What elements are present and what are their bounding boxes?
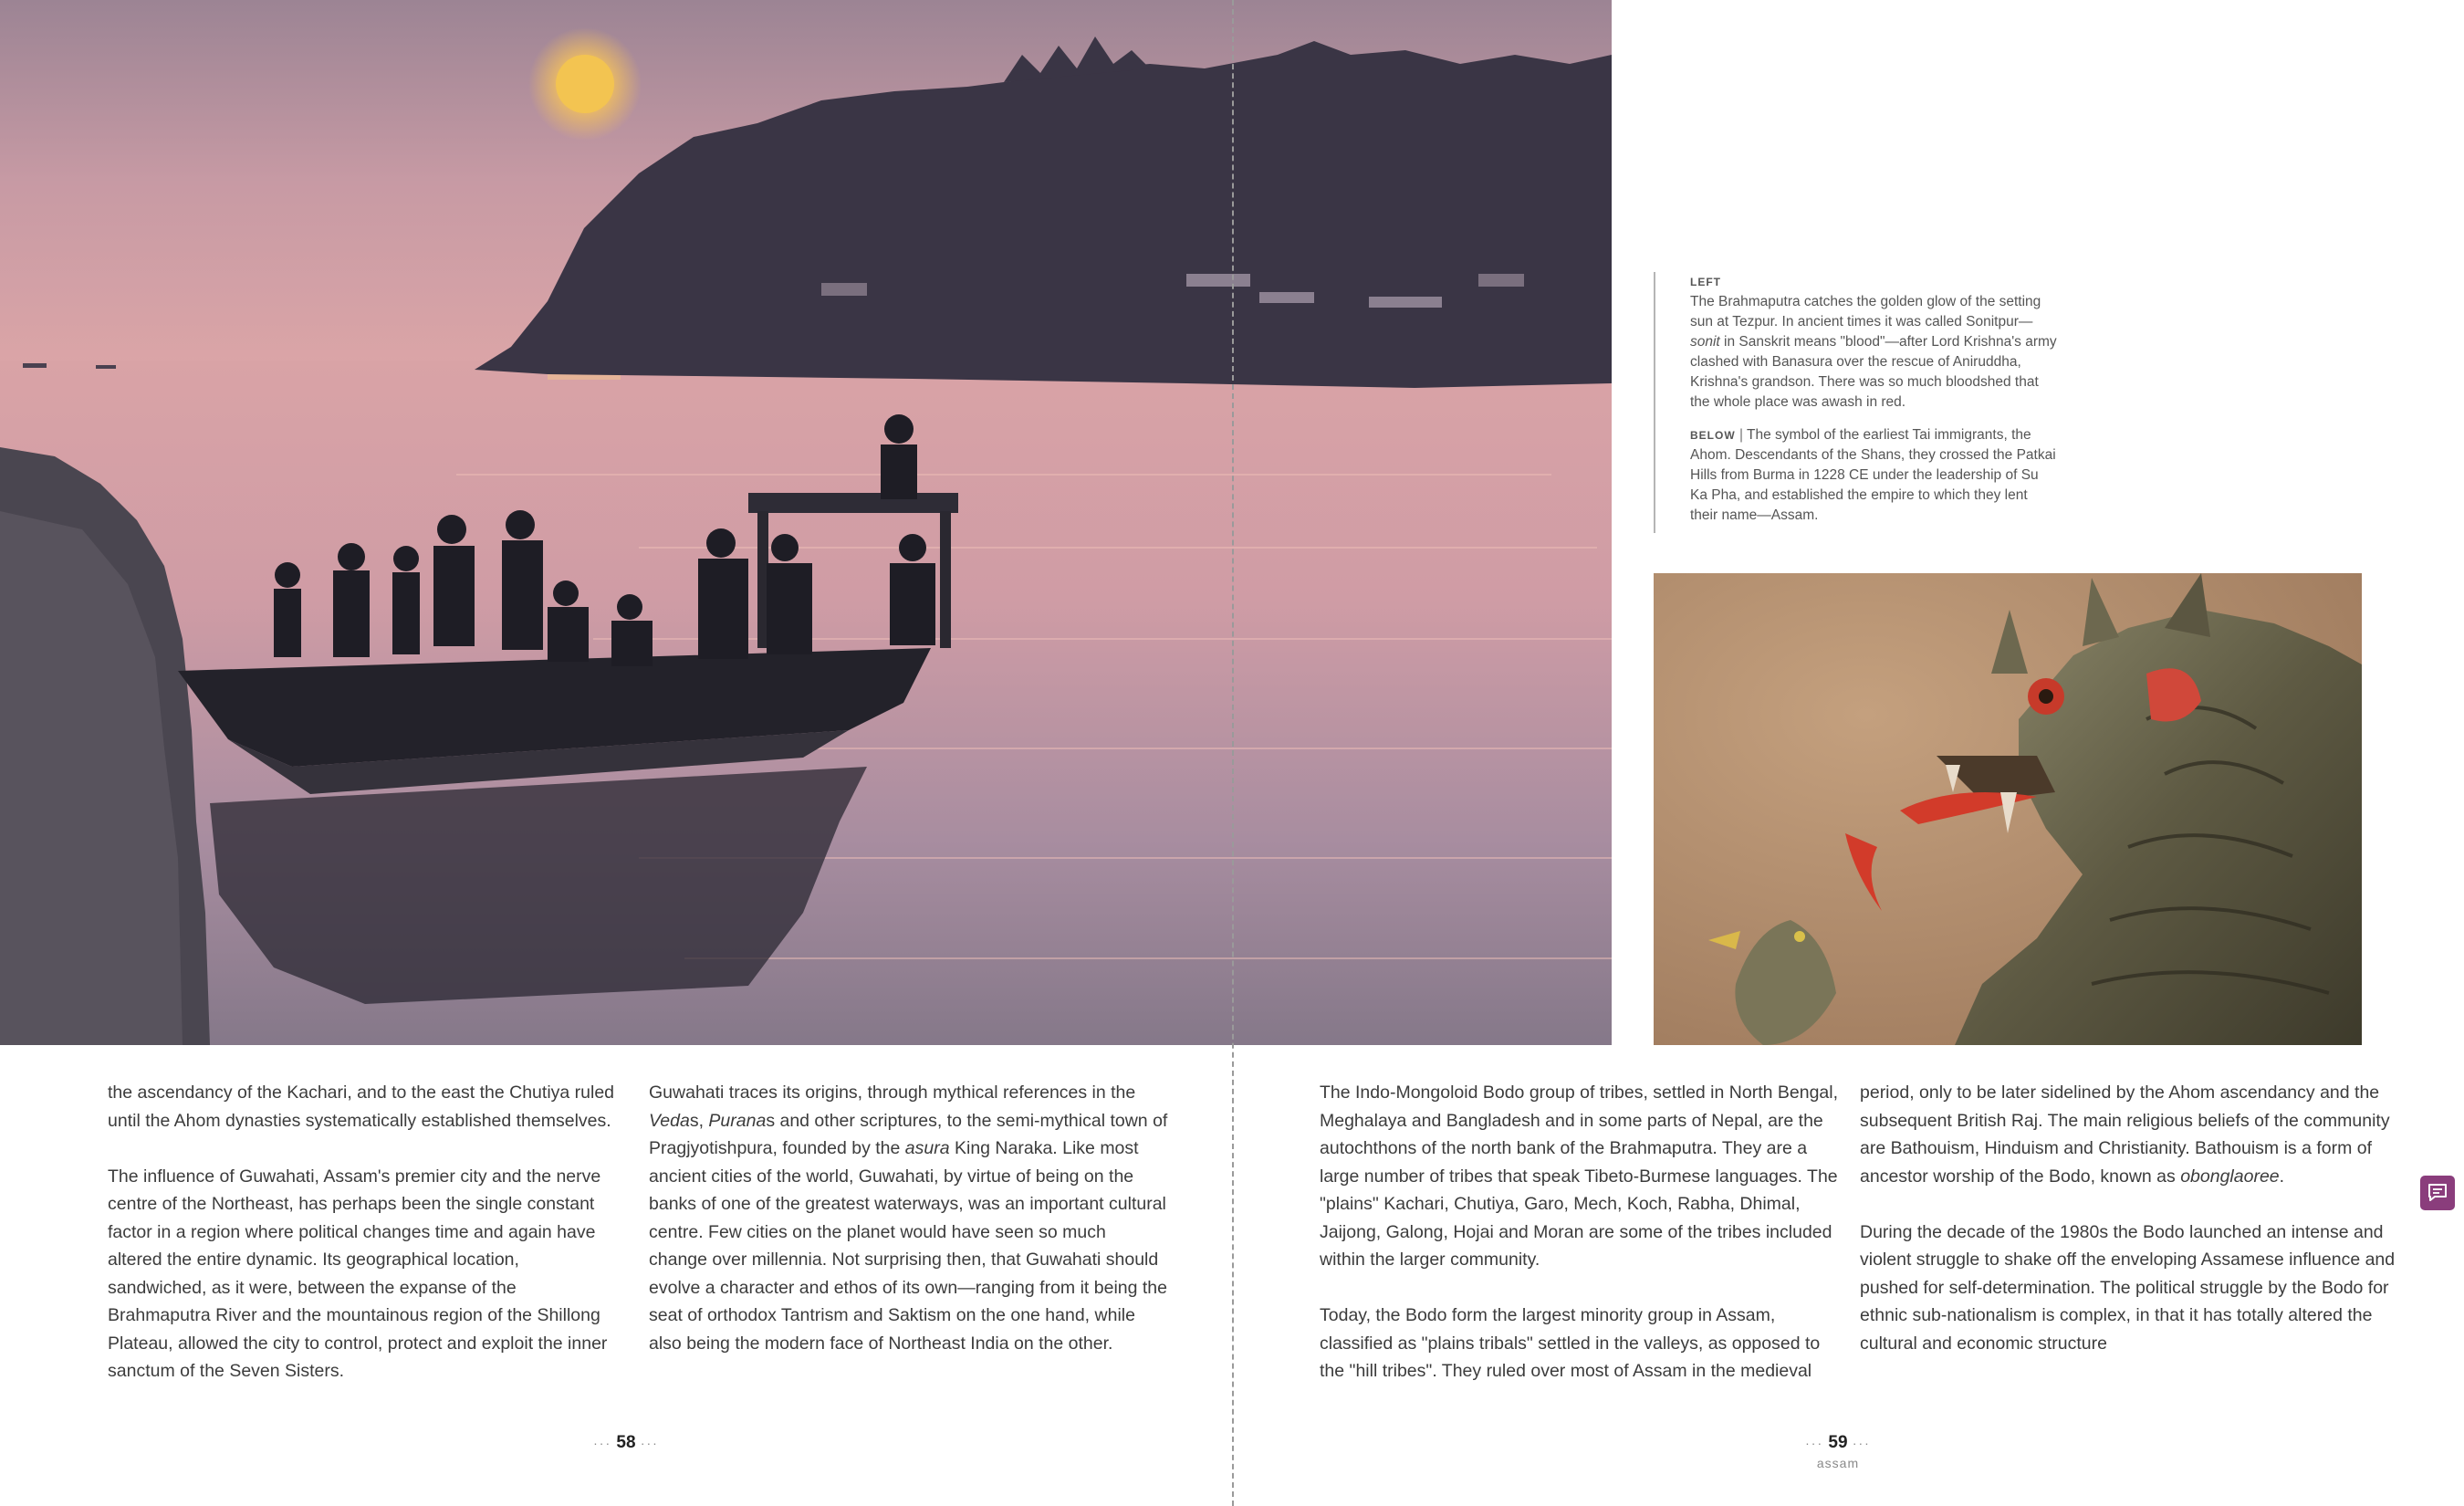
body-column-3 — [1320, 1079, 1849, 1413]
caption-below-heading: BELOW — [1690, 429, 1736, 442]
paragraph: Today, the Bodo form the largest minority group in Assam, classified as "plains tribals" settled in the valleys, as opposed to the "hill tribes". They ruled over most of Assam in the medieval — [1320, 1305, 1821, 1381]
running-foot: assam — [1816, 1456, 1860, 1470]
body-column-2 — [649, 1079, 1169, 1386]
paragraph: The influence of Guwahati, Assam's premier city and the nerve centre of the Northeast, has perhaps been the single constant factor in a region where political changes time and again have altered the entire dynamic. Its geographical location, sandwiched, as it were, between the expanse of the Brahmaputra River and the mountainous region of the Shillong Plateau, allowed the city to control, protect and exploit the inner sanctum of the Seven Sisters. — [108, 1166, 608, 1381]
comment-icon — [2427, 1182, 2448, 1204]
sunset-photo-art — [0, 0, 1612, 1045]
caption-left-text: The Brahmaputra catches the golden glow of the setting sun at Tezpur. In ancient times it was called Sonitpur—sonit in Sanskrit means "blood"—after Lord Krishna's army clashed with Banasura over the rescue of Aniruddha, Krishna's grandson. There was so much bloodshed that the whole place was awash in red. — [1690, 294, 2057, 410]
paragraph: Guwahati traces its origins, through mythical references in the Vedas, Puranas and other scriptures, to the semi-mythical town of Pragjyotishpura, founded by the asura King Naraka. Like most ancient cities of the world, Guwahati, by virtue of being on the banks of one of the greatest waterways, was an important cultural centre. Few cities on the planet would have seen so much change over millennia. Not surprising then, that Guwahati should evolve a character and ethos of its own—ranging from it being the seat of orthodox Tantrism and Saktism on the one hand, while also being the modern face of Northeast India on the other. — [649, 1082, 1168, 1354]
body-column-4 — [1860, 1079, 2398, 1386]
sunset-photo — [0, 0, 1612, 1045]
page-number-left: ··· 58 ··· — [593, 1433, 659, 1452]
comment-button[interactable] — [2420, 1176, 2455, 1210]
paragraph: The Indo-Mongoloid Bodo group of tribes, settled in North Bengal, Meghalaya and Bangladesh and in some parts of Nepal, are the autochthons of the north bank of the Brahmaputra. They are a large number of tribes that speak Tibeto-Burmese languages. The "plains" Kachari, Chutiya, Garo, Mech, Koch, Rabha, Dhimal, Jaijong, Galong, Hojai and Moran are some of the tribes included within the larger community. — [1320, 1082, 1839, 1270]
paragraph: the ascendancy of the Kachari, and to the east the Chutiya ruled until the Ahom dynasties systematically established themselves. — [108, 1082, 615, 1131]
paragraph: During the decade of the 1980s the Bodo launched an intense and violent struggle to shake off the enveloping Assamese influence and pushed for self-determination. The political struggle by the Bodo for ethnic sub-nationalism is complex, in that it has totally altered the cultural and economic structure — [1860, 1221, 2396, 1354]
caption-left-heading: LEFT — [1690, 276, 1721, 288]
paragraph: period, only to be later sidelined by the Ahom ascendancy and the subsequent British Raj. The main religious beliefs of the community are Bathouism, Hinduism and Christianity. Bathouism is a form of ancestor worship of the Bodo, known as obonglaoree. — [1860, 1082, 2390, 1187]
ahom-symbol-art — [1654, 573, 2362, 1045]
photo-caption — [1654, 272, 2057, 533]
caption-separator: | — [1738, 427, 1744, 443]
page-number-right: ··· 59 ··· — [1805, 1433, 1871, 1452]
caption-below-text: BELOW | The symbol of the earliest Tai immigrants, the Ahom. Descendants of the Shans, they crossed the Patkai Hills from Burma in 1228 CE under the leadership of Su Ka Pha, and established the empire to which they lent their name—Assam. — [1690, 427, 2056, 523]
page-gutter — [1232, 0, 1234, 1506]
ahom-symbol-photo — [1654, 573, 2362, 1045]
body-column-1 — [108, 1079, 619, 1413]
